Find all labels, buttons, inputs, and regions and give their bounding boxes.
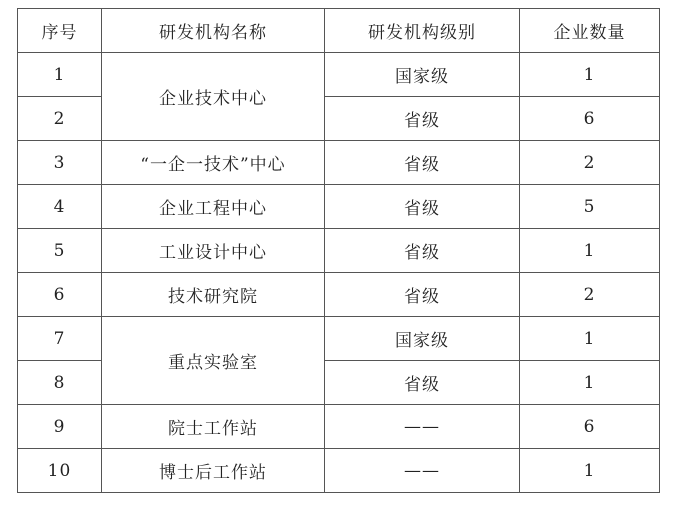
cell-count: 5 [520,185,660,229]
cell-seq: 2 [18,97,102,141]
cell-count: 6 [520,97,660,141]
cell-level: 省级 [325,361,520,405]
cell-seq: 8 [18,361,102,405]
cell-count: 1 [520,317,660,361]
table-row [18,185,660,229]
cell-count: 1 [520,361,660,405]
cell-level: 省级 [325,141,520,185]
cell-level: 省级 [325,97,520,141]
header-count: 企业数量 [520,9,660,53]
cell-seq: 3 [18,141,102,185]
cell-seq: 9 [18,405,102,449]
cell-name: 工业设计中心 [102,229,325,273]
cell-level: 国家级 [325,53,520,97]
header-name: 研发机构名称 [102,9,325,53]
cell-name: 企业技术中心 [102,53,325,141]
table-row [18,273,660,317]
header-level: 研发机构级别 [325,9,520,53]
table-row [18,53,660,97]
cell-seq: 10 [18,449,102,493]
cell-seq: 7 [18,317,102,361]
table-row [18,229,660,273]
cell-level: 省级 [325,229,520,273]
cell-name: “一企一技术”中心 [102,141,325,185]
header-seq: 序号 [18,9,102,53]
cell-name: 重点实验室 [102,317,325,405]
cell-level: —— [325,405,520,449]
table-header-row [18,9,660,53]
table-row [18,449,660,493]
cell-level: 省级 [325,185,520,229]
cell-seq: 5 [18,229,102,273]
cell-level: —— [325,449,520,493]
cell-count: 1 [520,449,660,493]
cell-count: 1 [520,229,660,273]
table-row [18,317,660,361]
table-row [18,141,660,185]
cell-name: 技术研究院 [102,273,325,317]
cell-count: 2 [520,273,660,317]
table-row [18,405,660,449]
cell-level: 国家级 [325,317,520,361]
cell-count: 2 [520,141,660,185]
cell-seq: 1 [18,53,102,97]
cell-seq: 4 [18,185,102,229]
cell-name: 企业工程中心 [102,185,325,229]
cell-level: 省级 [325,273,520,317]
research-institution-table [17,8,660,493]
cell-name: 博士后工作站 [102,449,325,493]
cell-count: 6 [520,405,660,449]
cell-name: 院士工作站 [102,405,325,449]
cell-seq: 6 [18,273,102,317]
cell-count: 1 [520,53,660,97]
